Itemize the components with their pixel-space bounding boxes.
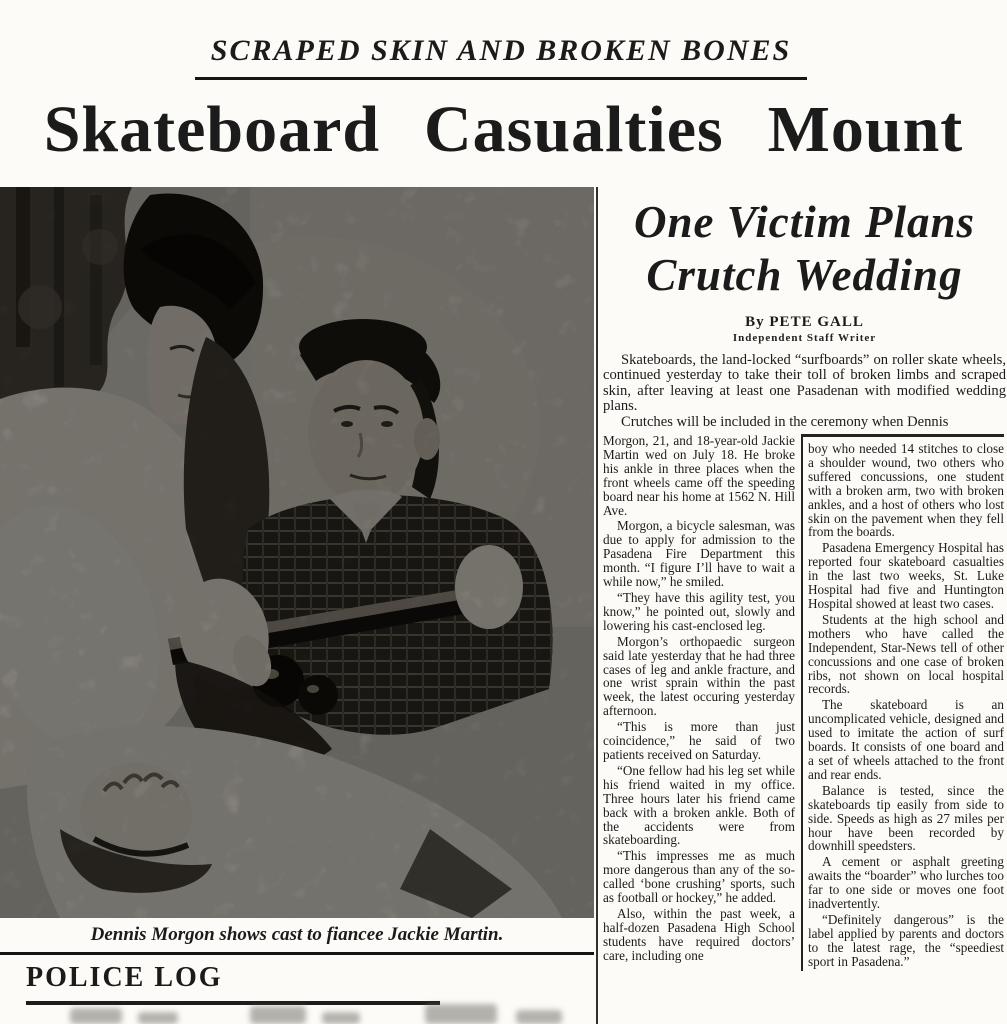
paragraph: Skateboards, the land-locked “surfboards” on roller skate wheels, continued yesterday to take their toll of broken limbs and scraped skin, after leaving at least one Pasadenan with modified wedding plans. [603, 352, 1006, 415]
article-column-right [801, 434, 1004, 971]
paragraph: Students at the high school and mothers who have called the Independent, Star-News tell of other concussions and one case of broken ribs, not shown on local hospital records. [808, 611, 1004, 697]
paragraph: “Definitely dangerous” is the label applied by parents and doctors to the latest rage, the “speediest sport in Pasadena.” [808, 911, 1004, 969]
paragraph: The skateboard is an uncomplicated vehicle, designed and used to imitate the action of surf boards. It consists of one board and a set of wheels attached to the front and rear ends. [808, 697, 1004, 782]
paragraph: “One fellow had his leg set while his friend waited in my office. Three hours later his friend came back with a broken ankle. Both of the accidents were from skateboarding. [603, 762, 795, 848]
paragraph: A cement or asphalt greeting awaits the “boarder” who lurches too far to one side or moves one foot inadvertently. [808, 854, 1004, 912]
cutoff-headline-fragment [322, 1012, 360, 1024]
police-log-rule [26, 1001, 440, 1005]
kicker-text: SCRAPED SKIN AND BROKEN BONES [210, 34, 792, 67]
paragraph: Pasadena Emergency Hospital has reported four skateboard casualties in the last two weeks, St. Luke Hospital had five and Huntington Hospital showed at least two cases. [808, 540, 1004, 611]
paragraph: Balance is tested, since the skateboards tip easily from side to side. Speeds as high as 27 miles per hour have been recorded by downhill speedsters. [808, 782, 1004, 854]
paragraph: boy who needed 14 stitches to close a shoulder wound, two others who suffered concussions, one student with a broken arm, two with broken ankles, and a host of others who lost skin on the pavement when they fell from the boards. [808, 441, 1004, 540]
column-divider-rule [596, 187, 598, 1024]
byline: By PETE GALL [745, 314, 864, 330]
paragraph: “They have this agility test, you know,” he pointed out, slowly and lowering his cast-enclosed leg. [603, 590, 795, 633]
paragraph: Crutches will be included in the ceremony when Dennis [621, 413, 949, 430]
cutoff-headline-fragment [425, 1004, 497, 1024]
paragraph: Morgon, a bicycle salesman, was due to apply for admission to the Pasadena Fire Department this month. “I figure I’ll have to wait a while now,” he smiled. [603, 518, 795, 590]
article-columns [603, 434, 1006, 971]
paragraph: “This impresses me as much more dangerous than any of the so-called ‘bone crushing’ sports, such as football or hockey,” he added. [603, 848, 795, 906]
caption-rule [0, 952, 594, 955]
photo-caption: Dennis Morgon shows cast to fiancee Jackie Martin. [90, 924, 504, 945]
news-photo [0, 187, 594, 918]
cutoff-headline-fragment [70, 1008, 122, 1024]
cutoff-headline-fragment [250, 1006, 306, 1024]
main-headline: Skateboard Casualties Mount [43, 93, 964, 166]
police-log-heading: POLICE LOG [26, 962, 223, 993]
article-headline-line1: One Victim Plans [633, 197, 976, 247]
article-column-left [603, 434, 799, 971]
article-headline-line2: Crutch Wedding [646, 250, 963, 300]
article-headline [603, 196, 1006, 302]
paragraph: Morgon’s orthopaedic surgeon said late yesterday that he had three cases of leg and ankle fracture, and one wrist sprain within the past week, the latest occuring yesterday afternoon. [603, 633, 795, 719]
byline-organization: Independent Staff Writer [732, 332, 877, 344]
paragraph: “This is more than just coincidence,” he said of two patients received on Saturday. [603, 719, 795, 762]
cutoff-headline-fragment [138, 1012, 178, 1024]
kicker-rule [195, 77, 807, 80]
paragraph: Also, within the past week, a half-dozen Pasadena High School students have required doctors’ care, including one [603, 905, 795, 963]
cutoff-headline-fragment [516, 1010, 562, 1024]
lead-paragraphs [603, 353, 1006, 430]
article [603, 196, 1006, 1024]
kicker-block [195, 34, 807, 80]
news-photo-art [0, 187, 594, 918]
paragraph: Morgon, 21, and 18-year-old Jackie Martin wed on July 18. He broke his ankle in three places when the front wheels came off the speeding board near his home at 1562 N. Hill Ave. [603, 433, 795, 518]
